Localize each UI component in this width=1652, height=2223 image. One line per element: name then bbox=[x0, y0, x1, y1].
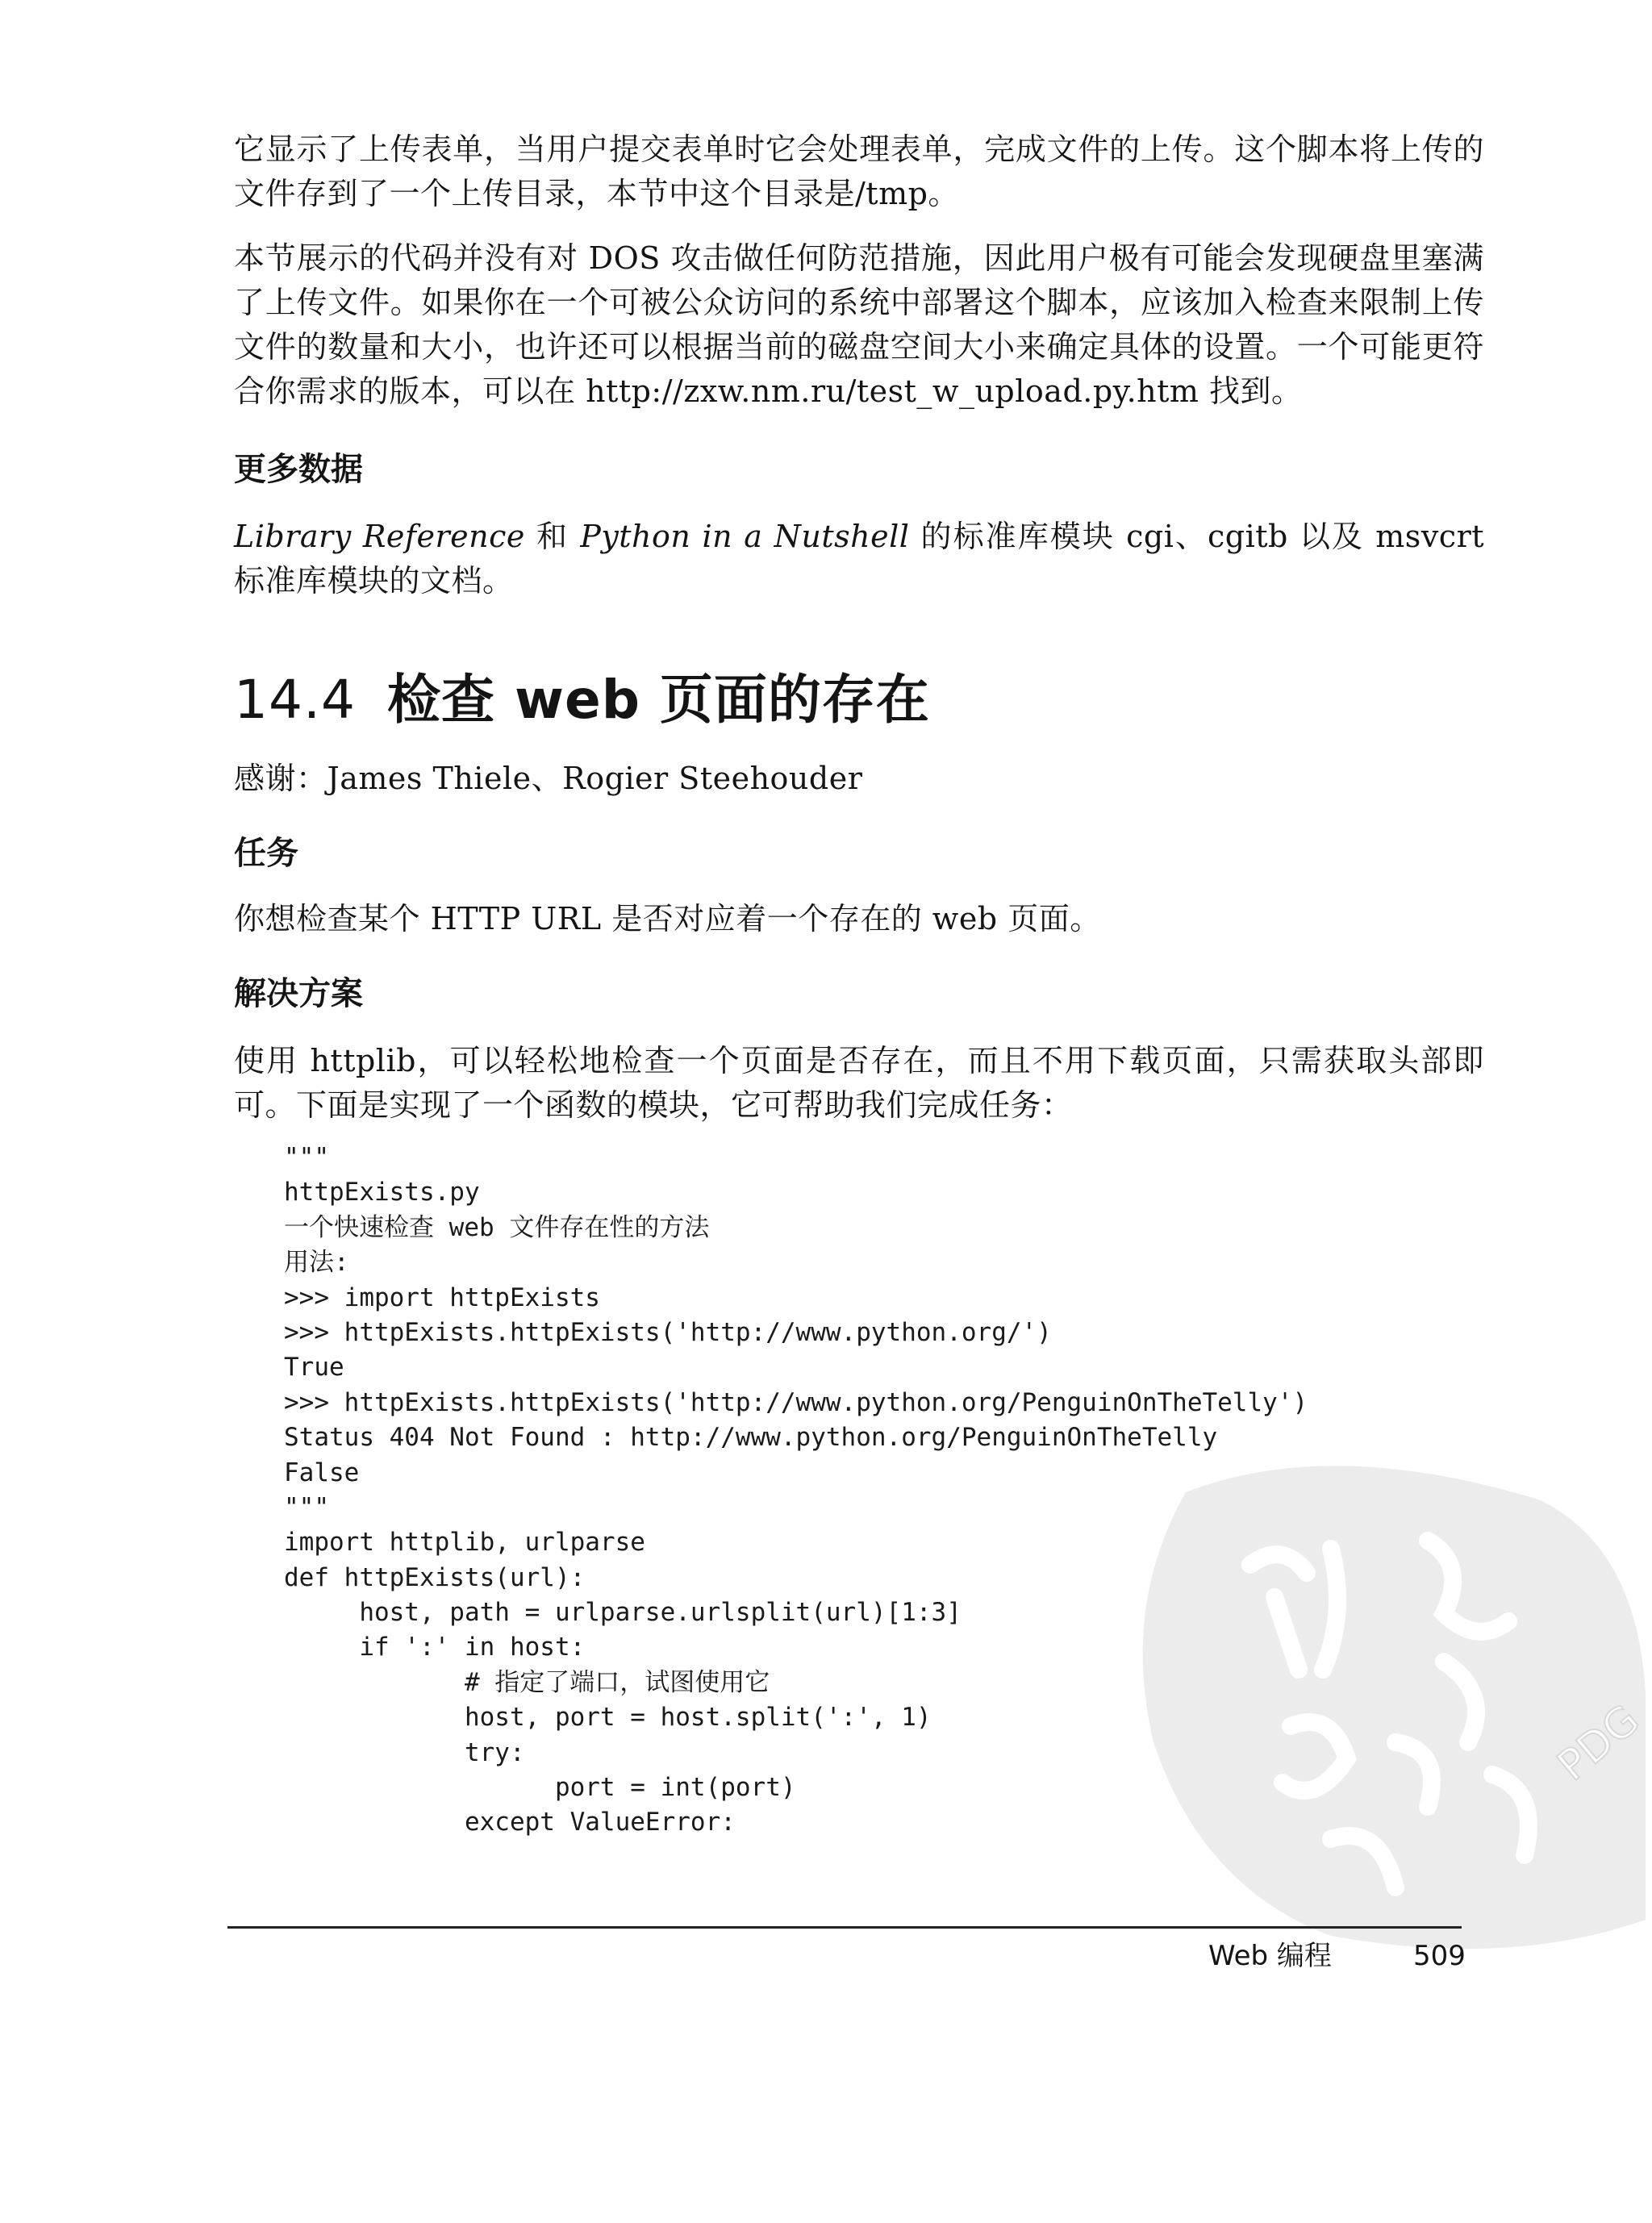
code-line: >>> httpExists.httpExists('http://www.python.org/PenguinOnTheTelly') bbox=[284, 1387, 1308, 1417]
intro-section bbox=[234, 127, 1484, 216]
task-paragraph: 你想检查某个 HTTP URL 是否对应着一个存在的 web 页面。 bbox=[234, 901, 1101, 936]
recipe-title-text: 检查 web 页面的存在 bbox=[387, 669, 930, 731]
more-info-paragraph bbox=[234, 515, 1484, 603]
footer-section-name: Web 编程 bbox=[1208, 1940, 1332, 1972]
recipe-number: 14.4 bbox=[234, 669, 356, 731]
more-info-section bbox=[234, 445, 1484, 494]
code-line: if ':' in host: bbox=[284, 1633, 586, 1662]
solution-body bbox=[234, 1039, 1484, 1128]
code-line: 用法: bbox=[284, 1248, 349, 1278]
code-line: host, path = urlparse.urlsplit(url)[1:3] bbox=[284, 1598, 962, 1628]
code-line: False bbox=[284, 1458, 360, 1487]
paragraph-upload-form: 它显示了上传表单，当用户提交表单时它会处理表单，完成文件的上传。这个脚本将上传的文件存到了一个上传目录，本节中这个目录是/tmp。 bbox=[234, 131, 1484, 211]
task-heading: 任务 bbox=[234, 835, 298, 872]
code-line: """ bbox=[284, 1492, 329, 1522]
reference-nutshell-title: Python in a Nutshell bbox=[580, 519, 910, 554]
code-line: httpExists.py bbox=[284, 1178, 480, 1207]
reference-library-title: Library Reference bbox=[234, 519, 525, 554]
recipe-title bbox=[234, 661, 1484, 739]
code-line: >>> import httpExists bbox=[284, 1282, 600, 1312]
recipe-credit: 感谢：James Thiele、Rogier Steehouder bbox=[234, 761, 863, 796]
paragraph-dos-warning: 本节展示的代码并没有对 DOS 攻击做任何防范措施，因此用户极有可能会发现硬盘里塞满了上传文件。如果你在一个可被公众访问的系统中部署这个脚本，应该加入检查来限制上传文件的数量和大小，也许还可以根据当前的磁盘空间大小来确定具体的设置。一个可能更符合你需求的版本，可以在 http://zxw.nm.ru/test_w_upload.py.htm 找到。 bbox=[234, 240, 1484, 409]
code-line: # 指定了端口，试图使用它 bbox=[284, 1667, 770, 1697]
credit-section bbox=[234, 757, 1484, 801]
code-line: """ bbox=[284, 1143, 329, 1172]
more-info-heading: 更多数据 bbox=[234, 451, 363, 488]
code-line: import httplib, urlparse bbox=[284, 1528, 645, 1558]
code-line: host, port = host.split(':', 1) bbox=[284, 1703, 932, 1733]
code-line: 一个快速检查 web 文件存在性的方法 bbox=[284, 1212, 710, 1242]
code-line: True bbox=[284, 1353, 344, 1383]
solution-section bbox=[234, 970, 1484, 1018]
page-number: 509 bbox=[1413, 1940, 1466, 1972]
reference-and: 和 bbox=[524, 519, 581, 554]
watermark-seal bbox=[1089, 1403, 1652, 1968]
code-line: def httpExists(url): bbox=[284, 1562, 586, 1592]
footer-rule bbox=[227, 1926, 1462, 1929]
code-line: except ValueError: bbox=[284, 1808, 736, 1837]
more-info-body bbox=[234, 515, 1484, 603]
watermark-label: PDG bbox=[1548, 1695, 1649, 1791]
solution-paragraph: 使用 httplib，可以轻松地检查一个页面是否存在，而且不用下载页面，只需获取头部即可。下面是实现了一个函数的模块，它可帮助我们完成任务： bbox=[234, 1043, 1484, 1123]
code-line: Status 404 Not Found : http://www.python.org/PenguinOnTheTelly bbox=[284, 1423, 1218, 1453]
task-body bbox=[234, 897, 1484, 941]
reference-rest: 的标准库模块 cgi、cgitb 以及 msvcrt 标准库模块的文档。 bbox=[234, 519, 1484, 598]
code-line: port = int(port) bbox=[284, 1773, 796, 1803]
code-line: try: bbox=[284, 1737, 525, 1767]
dos-section bbox=[234, 236, 1484, 414]
solution-heading: 解决方案 bbox=[234, 975, 363, 1012]
task-section bbox=[234, 829, 1484, 878]
code-line: >>> httpExists.httpExists('http://www.python.org/') bbox=[284, 1317, 1052, 1347]
recipe-header bbox=[234, 661, 1484, 739]
